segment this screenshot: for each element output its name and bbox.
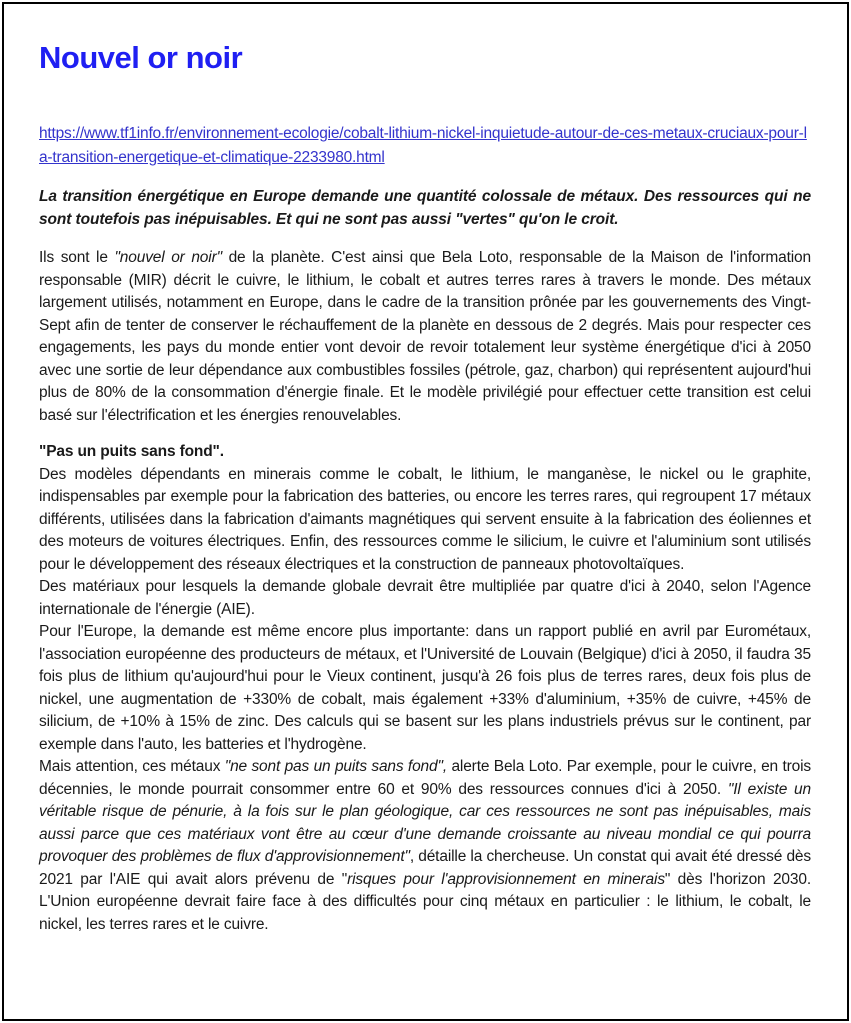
text-run: Ils sont le	[39, 249, 115, 266]
article-body	[39, 247, 811, 936]
text-run: "Il existe un véritable risque de pénurie, à la fois sur le plan géologique, car ces ressources ne sont pas inépuisables, mais aussi parce que ces matériaux vont être au cœur d'une demande croissante au niveau mondial ce qui pourra provoquer des problèmes de flux d'approvisionnement"	[39, 780, 811, 865]
text-run: Mais attention, ces métaux	[39, 758, 225, 775]
text-run: de la planète. C'est ainsi que Bela Loto, responsable de la Maison de l'information responsable (MIR) décrit le cuivre, le lithium, le cobalt et autres terres rares à travers le monde. Des métaux largement utilisés, notamment en Europe, dans le cadre de la transition prônée par les gouvernements des Vingt-Sept afin de tenter de conserver le réchauffement de la planète en dessous de 2 degrés. Mais pour respecter ces engagements, les pays du monde entier vont devoir de revoir totalement leur système énergétique d'ici à 2050 avec une sortie de leur dépendance aux combustibles fossiles (pétrole, gaz, charbon) qui représentent aujourd'hui plus de 80% de la consommation d'énergie finale. Et le modèle privilégié pour effectuer cette transition est celui basé sur l'électrification et les énergies renouvelables.	[39, 249, 811, 424]
page-title: Nouvel or noir	[39, 40, 243, 75]
text-run: Des modèles dépendants en minerais comme le cobalt, le lithium, le manganèse, le nickel ou le graphite, indispensables par exemple pour la fabrication des batteries, ou encore les terres rares, qui regroupent 17 métaux différents, utilisées dans la fabrication d'aimants magnétiques qui servent ensuite à la fabrication des éoliennes et des moteurs de voitures électriques. Enfin, des ressources comme le silicium, le cuivre et l'aluminium sont utilisés pour le développement des réseaux électriques et la construction de panneaux photovoltaïques.	[39, 465, 811, 573]
paragraph	[39, 621, 811, 756]
paragraph	[39, 576, 811, 621]
paragraph	[39, 756, 811, 936]
paragraph	[39, 464, 811, 577]
paragraph	[39, 247, 811, 427]
text-run: " dès l'horizon 2030. L'Union européenne devrait faire face à des difficultés pour cinq métaux en particulier : le lithium, le cobalt, le nickel, les terres rares et le cuivre.	[39, 870, 811, 933]
text-run: Pour l'Europe, la demande est même encore plus importante: dans un rapport publié en avril par Eurométaux, l'association européenne des producteurs de métaux, et l'Université de Louvain (Belgique) d'ici à 2050, il faudra 35 fois plus de lithium qu'aujourd'hui pour le Vieux continent, jusqu'à 26 fois plus de terres rares, deux fois plus de nickel, une augmentation de +330% de cobalt, mais également +33% d'aluminium, +35% de cuivre, +45% de silicium, de +10% à 15% de zinc. Des calculs qui se basent sur les plans industriels prévus sur le continent, par exemple dans l'auto, les batteries et l'hydrogène.	[39, 623, 811, 753]
text-run: "nouvel or noir"	[114, 249, 222, 266]
text-run: Des matériaux pour lesquels la demande globale devrait être multipliée par quatre d'ici à 2040, selon l'Agence internationale de l'énergie (AIE).	[39, 578, 811, 618]
text-run: , détaille la chercheuse. Un constat qui avait été dressé dès 2021 par l'AIE qui avait alors prévenu de "	[39, 848, 811, 888]
text-run: "Pas un puits sans fond".	[39, 443, 224, 460]
text-run: risques pour l'approvisionnement en minerais	[347, 870, 665, 888]
text-run: alerte Bela Loto. Par exemple, pour le cuivre, en trois décennies, le monde pourrait consommer entre 60 et 90% des ressources connues d'ici à 2050.	[39, 758, 811, 798]
article-link[interactable]: https://www.tf1info.fr/environnement-ecologie/cobalt-lithium-nickel-inquietude-autour-de-ces-metaux-cruciaux-pour-la-transition-energetique-et-climatique-2233980.html	[39, 125, 807, 166]
text-run: "ne sont pas un puits sans fond",	[224, 758, 448, 775]
section-heading	[39, 441, 811, 464]
lead-paragraph: La transition énergétique en Europe demande une quantité colossale de métaux. Des ressources qui ne sont toutefois pas inépuisables. Et qui ne sont pas aussi "vertes" qu'on le croit.	[39, 188, 811, 228]
